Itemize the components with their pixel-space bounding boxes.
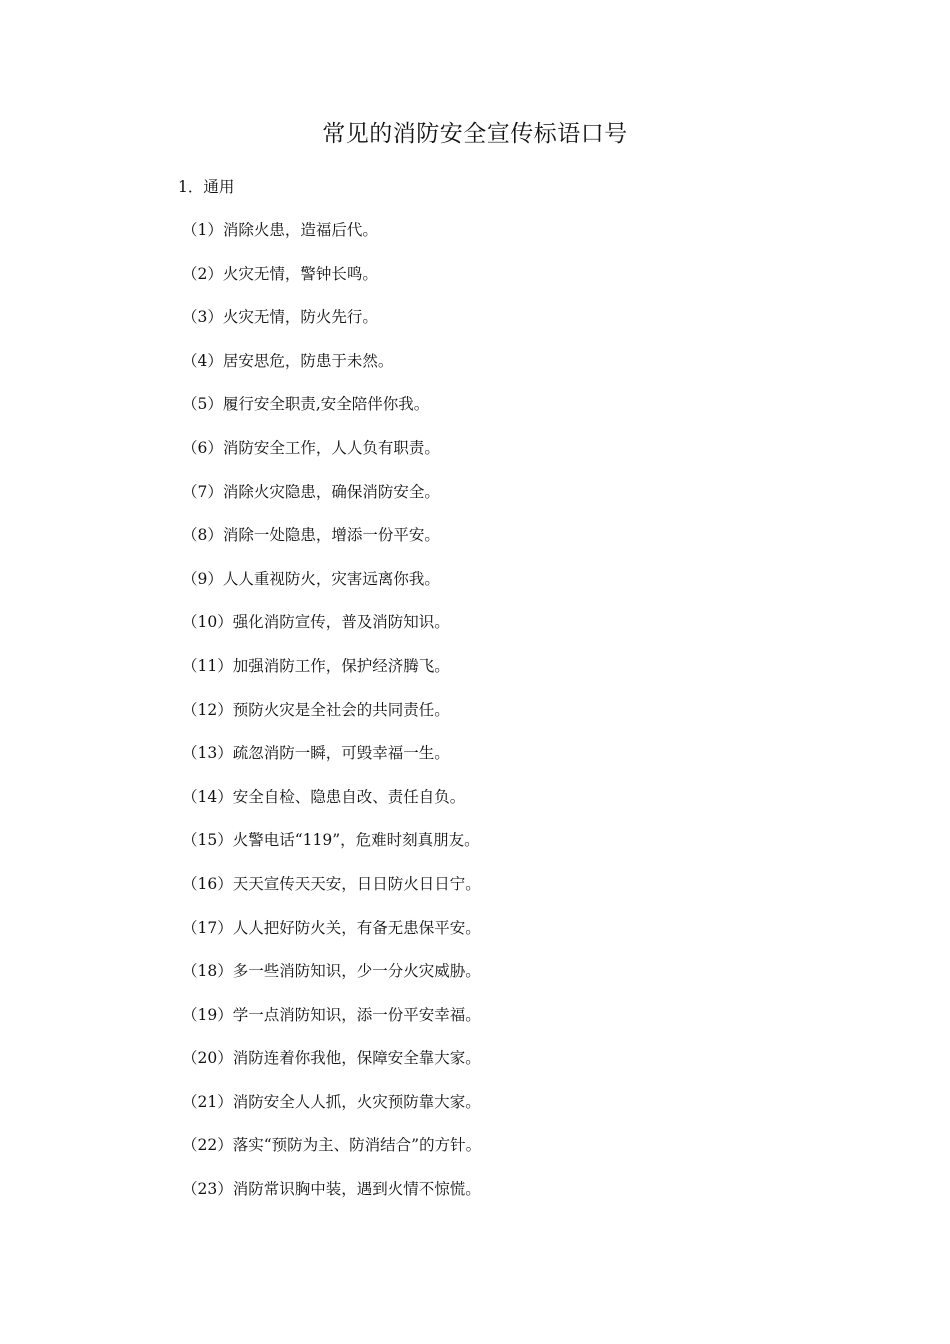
slogan-item: （16）天天宣传天天安，日日防火日日宁。 [182, 874, 481, 893]
slogan-item: （14）安全自检、隐患自改、责任自负。 [182, 787, 466, 806]
document-title: 常见的消防安全宣传标语口号 [322, 121, 628, 147]
slogan-item: （2）火灾无情，警钟长鸣。 [182, 264, 378, 283]
slogan-item: （1）消除火患，造福后代。 [182, 221, 378, 239]
slogan-item: （6）消防安全工作，人人负有职责。 [182, 438, 440, 457]
slogan-item: （7）消除火灾隐患，确保消防安全。 [182, 482, 440, 501]
slogan-item: （15）火警电话“119”，危难时刻真朋友。 [182, 831, 480, 850]
slogan-item: （9）人人重视防火，灾害远离你我。 [182, 569, 440, 588]
slogan-item: （13）疏忽消防一瞬，可毁幸福一生。 [182, 744, 450, 763]
slogan-item: （12）预防火灾是全社会的共同责任。 [182, 700, 450, 719]
slogan-item: （10）强化消防宣传，普及消防知识。 [182, 613, 450, 632]
slogan-item: （18）多一些消防知识，少一分火灾威胁。 [182, 962, 481, 981]
slogan-item: （20）消防连着你我他，保障安全靠大家。 [182, 1049, 481, 1068]
section-heading: 1．通用 [178, 178, 235, 196]
slogan-item: （4）居安思危，防患于未然。 [182, 351, 394, 370]
slogan-list [182, 219, 481, 1222]
slogan-item: （11）加强消防工作，保护经济腾飞。 [182, 656, 450, 675]
slogan-item: （17）人人把好防火关，有备无患保平安。 [182, 918, 481, 937]
slogan-item: （21）消防安全人人抓，火灾预防靠大家。 [182, 1092, 481, 1111]
slogan-item: （22）落实“预防为主、防消结合”的方针。 [182, 1136, 482, 1155]
slogan-item: （23）消防常识胸中装，遇到火情不惊慌。 [182, 1180, 481, 1199]
slogan-item: （3）火灾无情，防火先行。 [182, 308, 378, 327]
slogan-item: （8）消除一处隐患，增添一份平安。 [182, 526, 440, 545]
slogan-item: （19）学一点消防知识，添一份平安幸福。 [182, 1005, 481, 1024]
slogan-item: （5）履行安全职责,安全陪伴你我。 [182, 395, 430, 414]
